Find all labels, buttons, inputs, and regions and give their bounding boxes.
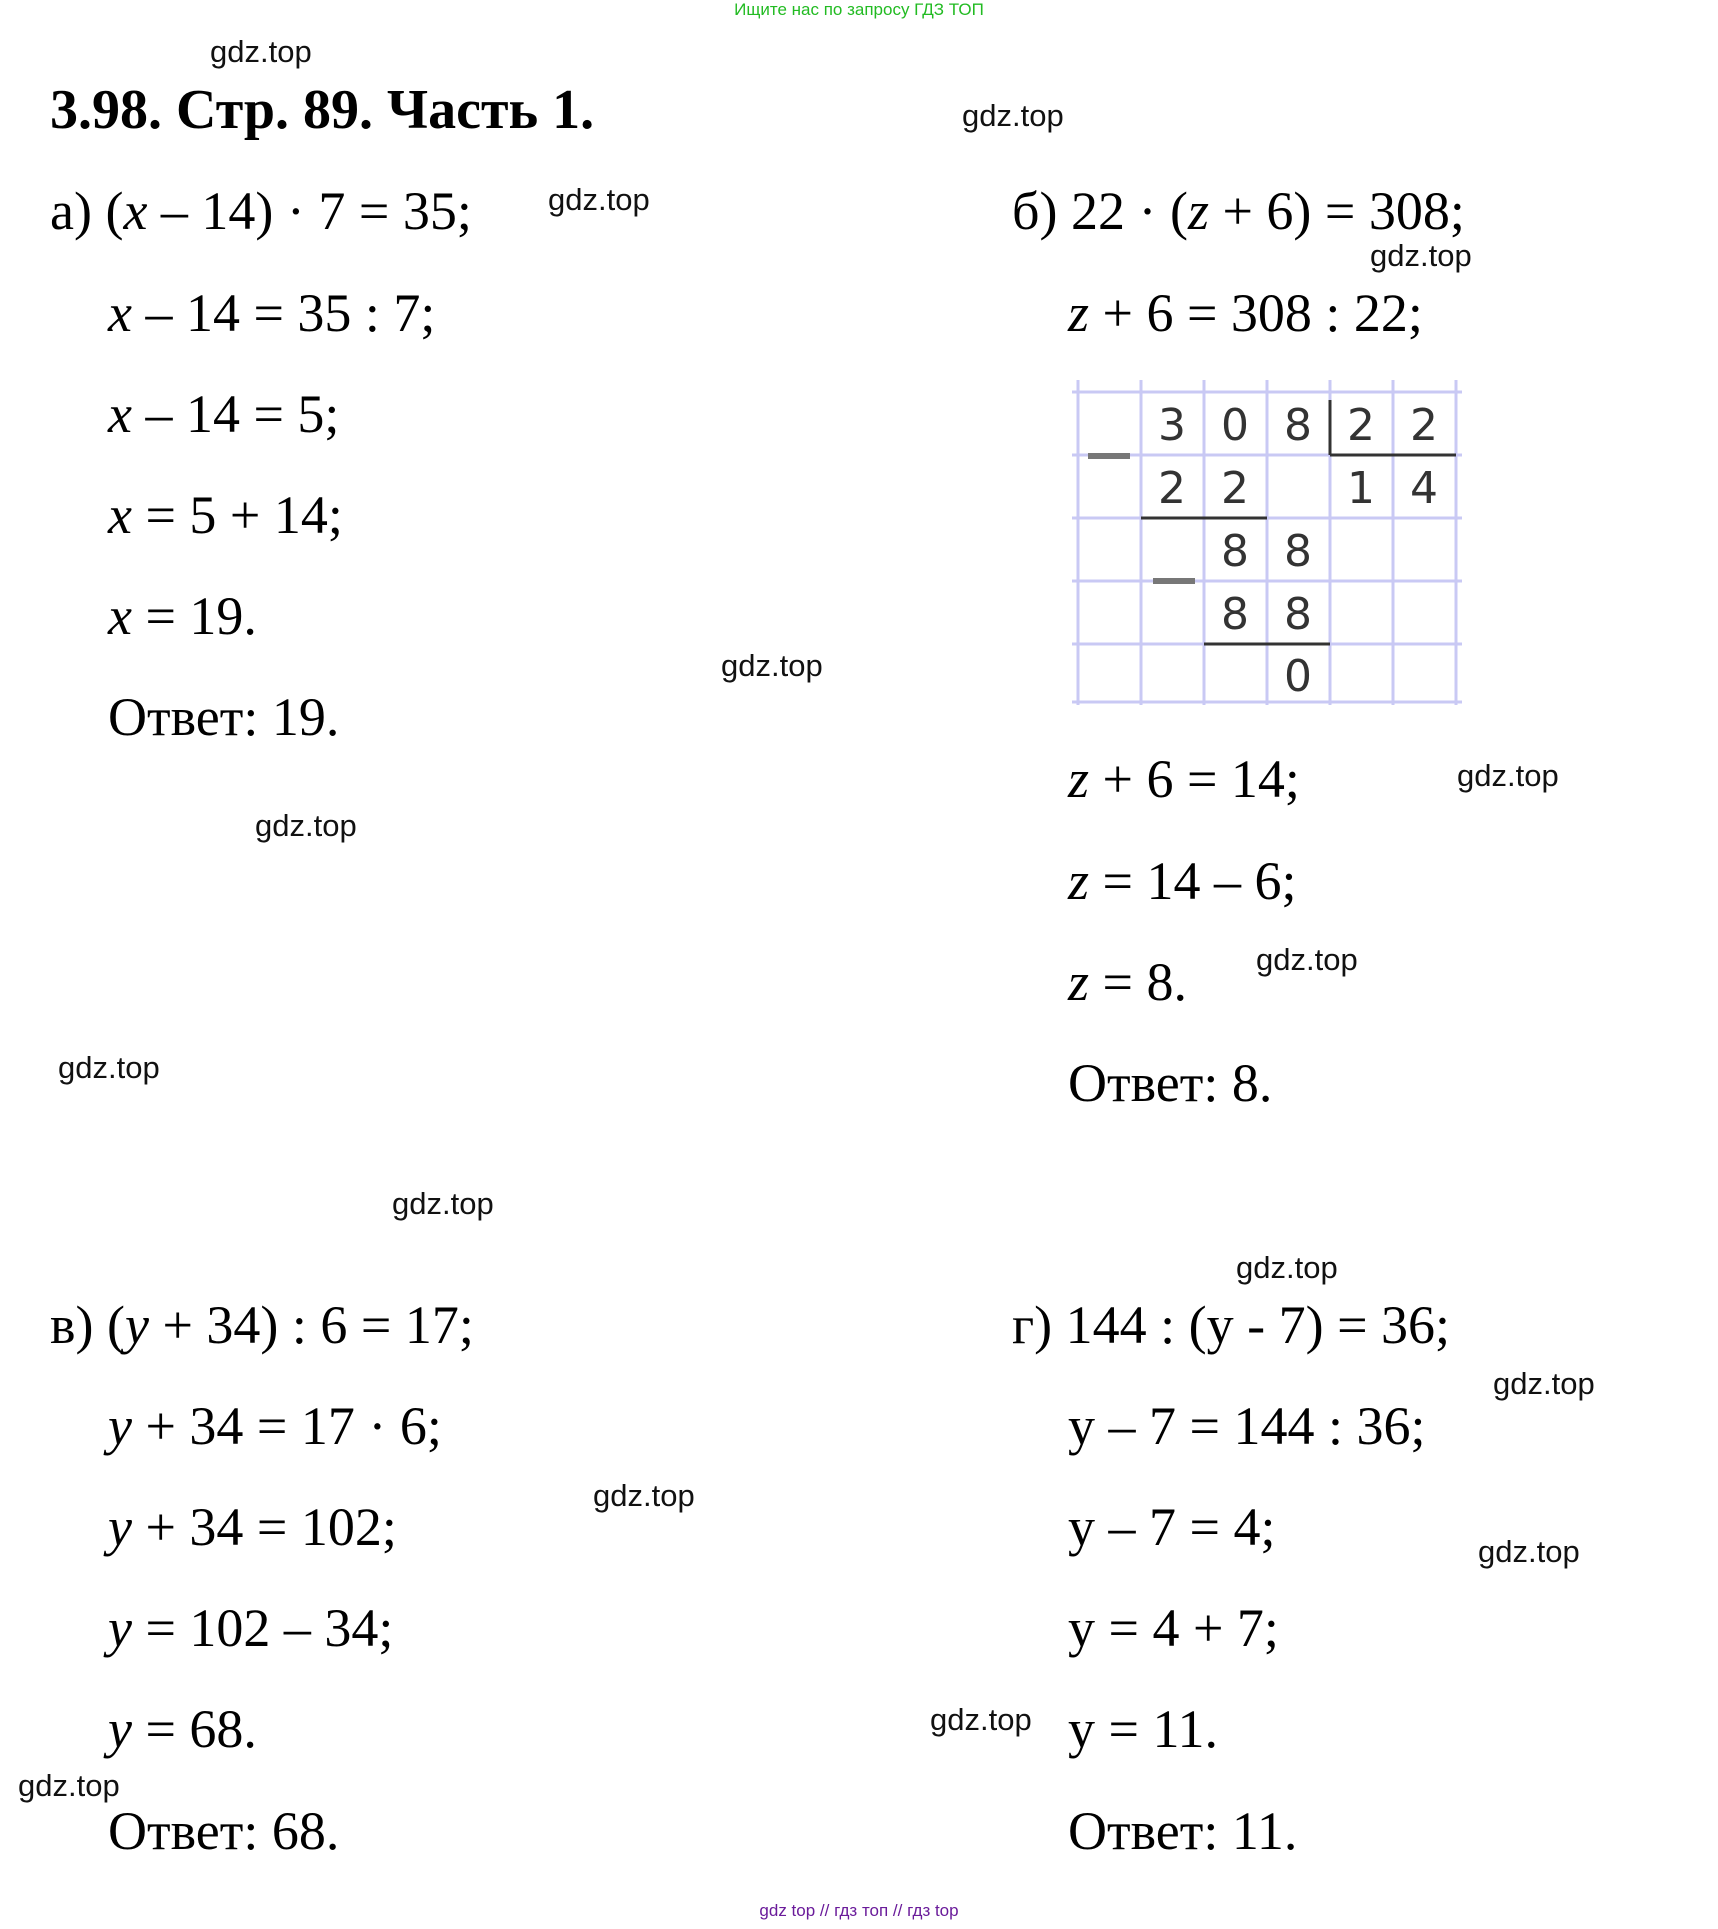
part-b-label: б) <box>1012 181 1058 241</box>
minus-sign <box>1153 578 1195 584</box>
part-g-label: г) <box>1012 1295 1053 1355</box>
dividend-digit: 3 <box>1158 400 1186 451</box>
long-division-grid <box>1072 380 1464 715</box>
part-v-problem: в) (y + 34) : 6 = 17; <box>50 1295 474 1355</box>
part-g-problem: г) 144 : (y - 7) = 36; <box>1012 1295 1451 1355</box>
watermark: gdz.top <box>930 1702 1032 1737</box>
dividend-digit: 8 <box>1284 400 1312 451</box>
part-b-step: z = 14 – 6; <box>1068 851 1297 911</box>
grid-lines <box>1072 380 1462 705</box>
watermark: gdz.top <box>1370 238 1472 273</box>
subtrahend-digit: 2 <box>1221 463 1249 514</box>
part-g-step: y – 7 = 4; <box>1068 1497 1276 1557</box>
part-v-step: y + 34 = 102; <box>108 1497 397 1557</box>
dividend-digit: 0 <box>1221 400 1249 451</box>
remainder-digit: 8 <box>1284 526 1312 577</box>
part-v-step: y = 102 – 34; <box>108 1598 394 1658</box>
part-a-label: а) <box>50 181 92 241</box>
watermark: gdz.top <box>1236 1250 1338 1285</box>
long-division-svg <box>1072 380 1464 710</box>
part-v-step: y + 34 = 17 · 6; <box>108 1396 442 1456</box>
part-a-answer: Ответ: 19. <box>108 687 340 747</box>
part-v-step: y = 68. <box>108 1699 257 1759</box>
part-b-step: z = 8. <box>1068 952 1187 1012</box>
watermark: gdz.top <box>1478 1534 1580 1569</box>
watermark: gdz.top <box>548 182 650 217</box>
quotient-digit: 4 <box>1410 463 1438 514</box>
watermark: gdz.top <box>721 648 823 683</box>
subtrahend-digit: 8 <box>1284 589 1312 640</box>
part-v-answer: Ответ: 68. <box>108 1801 340 1861</box>
page-title: 3.98. Стр. 89. Часть 1. <box>50 79 595 141</box>
part-g-step: y = 11. <box>1068 1699 1218 1759</box>
watermark: gdz.top <box>392 1186 494 1221</box>
watermark: gdz.top <box>210 34 312 69</box>
watermark: gdz.top <box>1457 758 1559 793</box>
watermark: gdz.top <box>1493 1366 1595 1401</box>
part-a-step: x – 14 = 35 : 7; <box>108 283 436 343</box>
minus-sign <box>1088 453 1130 459</box>
subtrahend-digit: 2 <box>1158 463 1186 514</box>
watermark: gdz.top <box>1256 942 1358 977</box>
part-a-step: x = 19. <box>108 586 257 646</box>
watermark: gdz.top <box>58 1050 160 1085</box>
divisor-digit: 2 <box>1347 400 1375 451</box>
part-a-step: x – 14 = 5; <box>108 384 340 444</box>
part-b-answer: Ответ: 8. <box>1068 1053 1273 1113</box>
final-remainder: 0 <box>1284 651 1312 702</box>
part-v-label: в) <box>50 1295 94 1355</box>
watermark: gdz.top <box>593 1478 695 1513</box>
watermark: gdz.top <box>962 98 1064 133</box>
watermark: gdz.top <box>18 1768 120 1803</box>
part-g-step: y = 4 + 7; <box>1068 1598 1279 1658</box>
remainder-digit: 8 <box>1221 526 1249 577</box>
quotient-digit: 1 <box>1347 463 1375 514</box>
part-g-answer: Ответ: 11. <box>1068 1801 1298 1861</box>
part-g-step: y – 7 = 144 : 36; <box>1068 1396 1426 1456</box>
part-b-problem: б) 22 · (z + 6) = 308; <box>1012 181 1465 241</box>
watermark: gdz.top <box>255 808 357 843</box>
part-b-step: z + 6 = 308 : 22; <box>1068 283 1423 343</box>
part-a-problem: а) (x – 14) · 7 = 35; <box>50 181 472 241</box>
part-a-step: x = 5 + 14; <box>108 485 343 545</box>
subtrahend-digit: 8 <box>1221 589 1249 640</box>
search-hint: Ищите нас по запросу ГДЗ ТОП <box>734 0 984 19</box>
part-b-step: z + 6 = 14; <box>1068 749 1300 809</box>
footer-links: gdz top // гдз топ // гдз top <box>759 1901 959 1920</box>
divisor-digit: 2 <box>1410 400 1438 451</box>
